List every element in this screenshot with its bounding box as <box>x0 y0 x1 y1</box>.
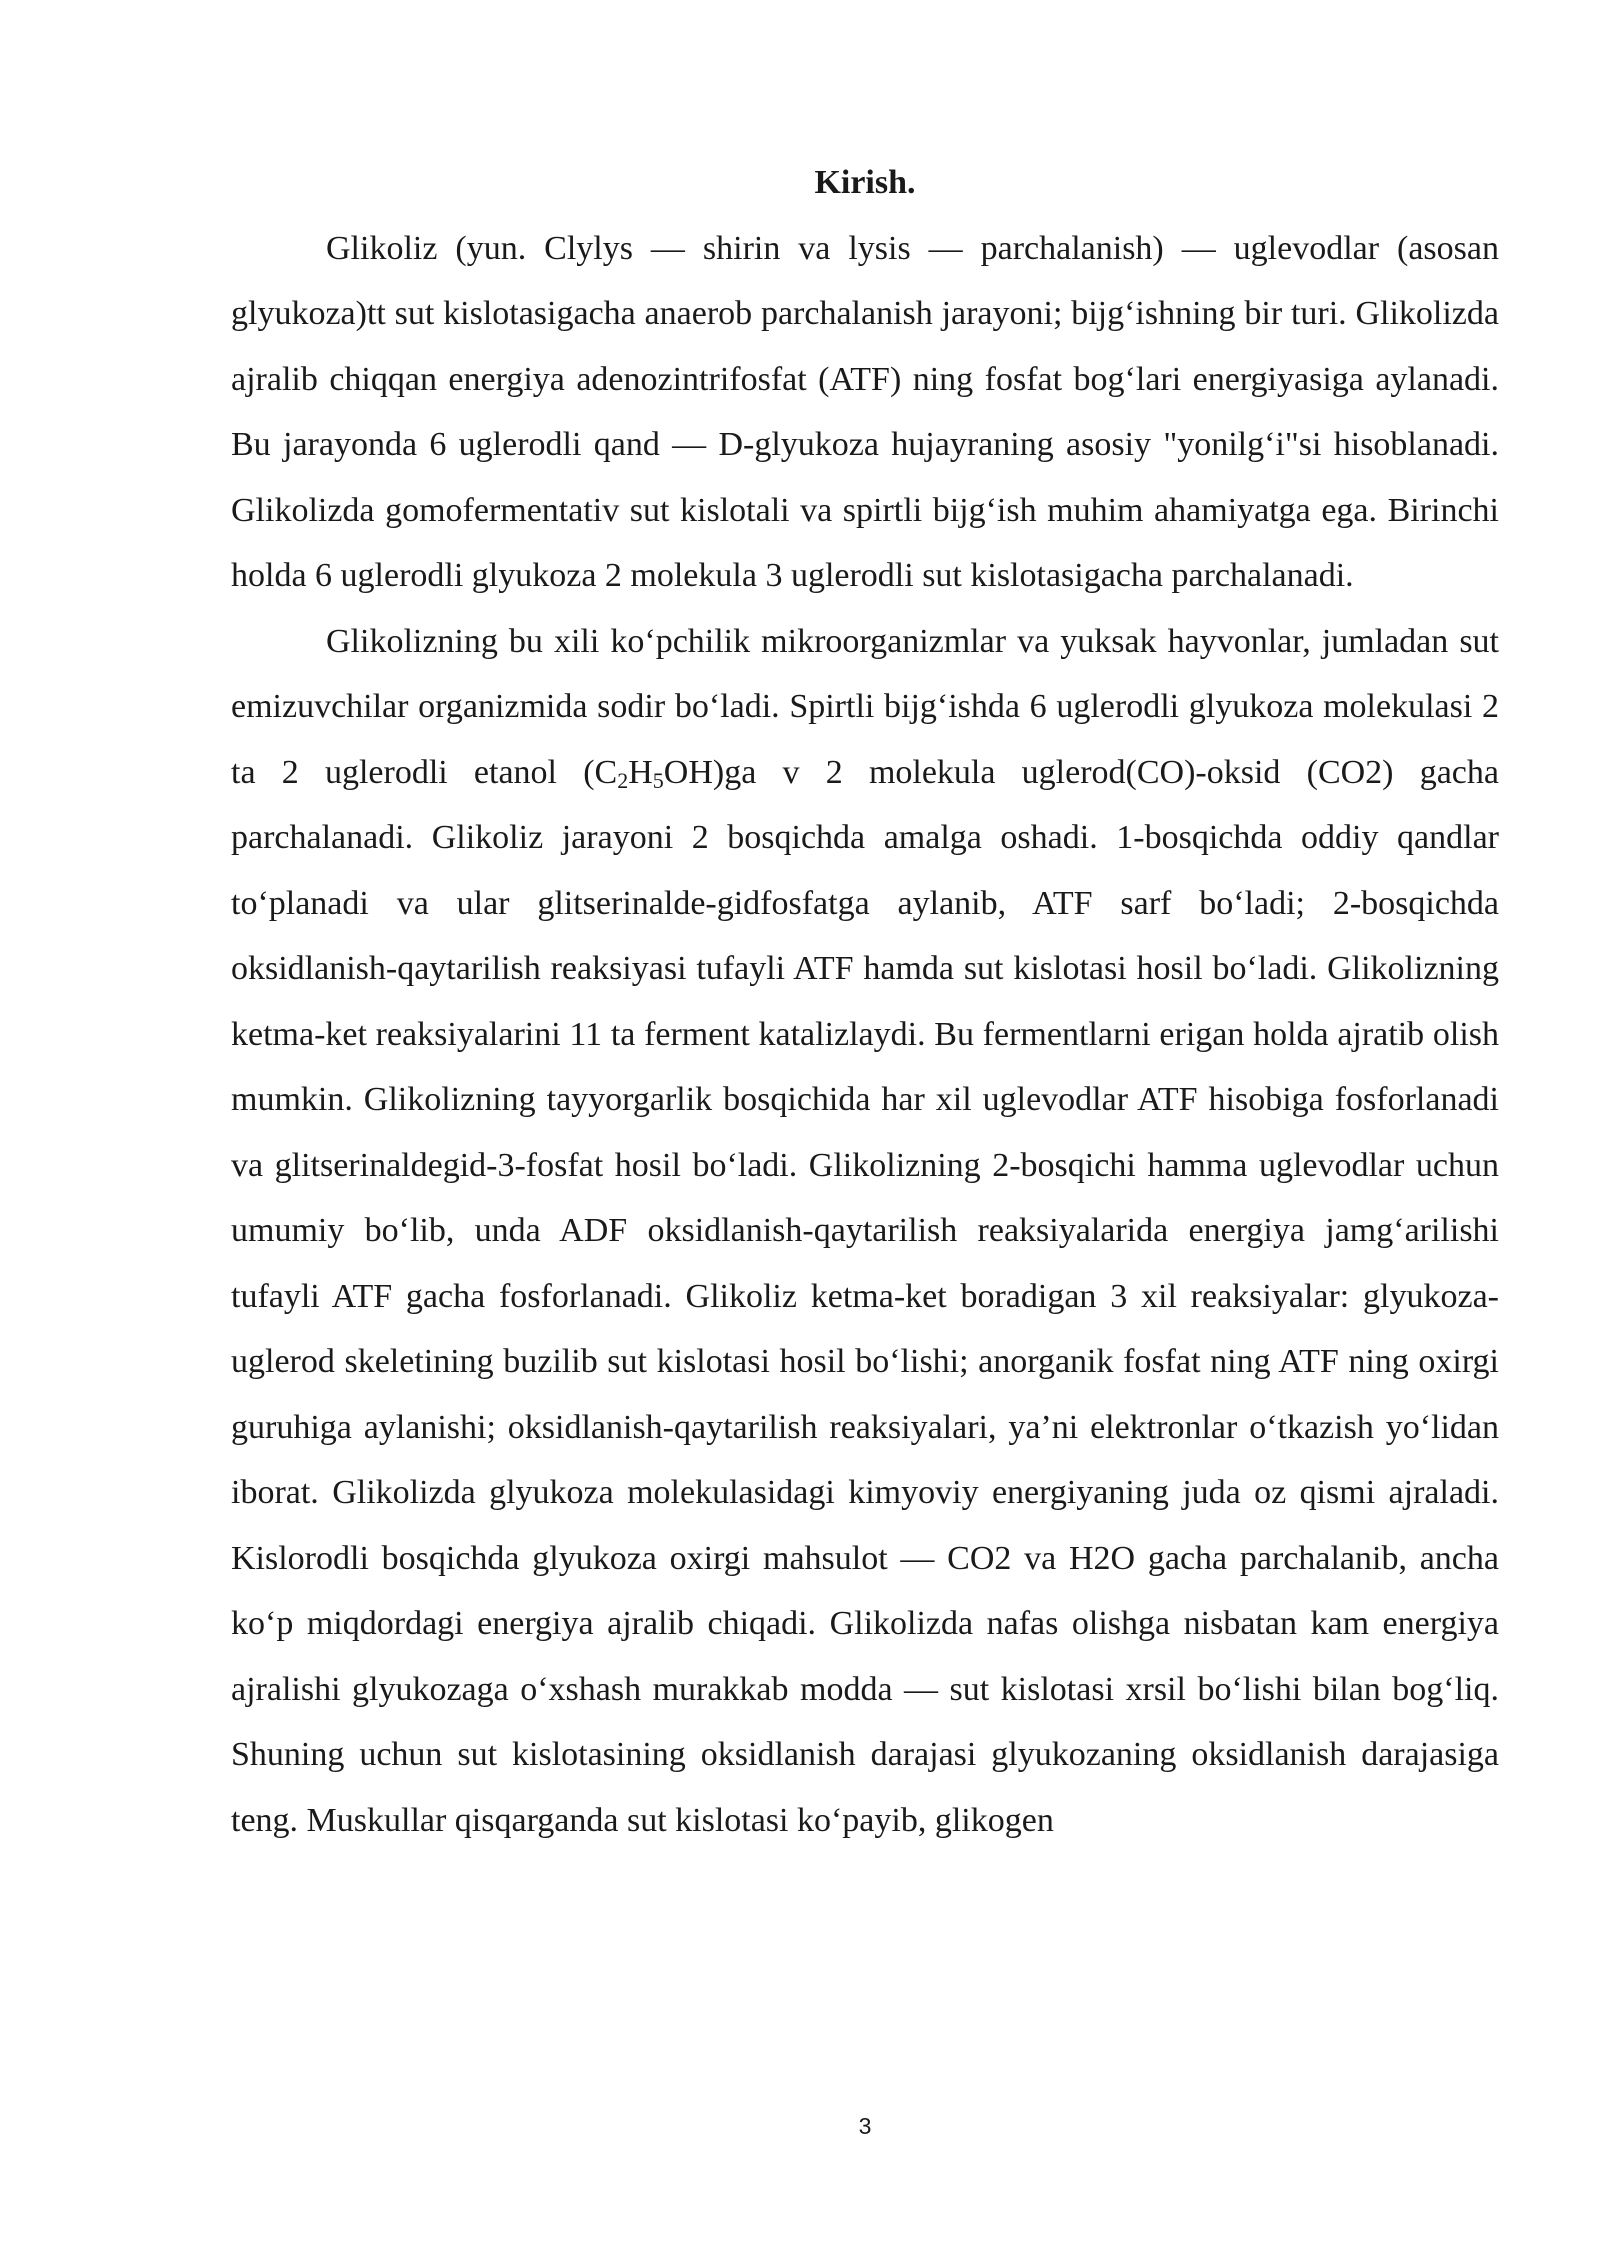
page-number: 3 <box>858 2113 872 2139</box>
formula-subscript-2: 5 <box>652 767 664 793</box>
paragraph-1: Glikoliz (yun. Clylys — shirin va lysis — parchalanish) — uglevodlar (asosan glyukoza)tt sut kislotasigacha anaerob parchalanish jarayoni; bijg‘ishning bir turi. Glikolizda ajralib chiqqan energiya adenozintrifosfat (ATF) ning fosfat bog‘lari energiyasiga aylanadi. Bu jarayonda 6 uglerodli qand — D-glyukoza hujayraning asosiy "yonilg‘i"si hisoblanadi. Glikolizda gomofermentativ sut kislotali va spirtli bijg‘ish muhim ahamiyatga ega. Birinchi holda 6 uglerodli glyukoza 2 molekula 3 uglerodli sut kislotasigacha parchalanadi. <box>231 229 1499 594</box>
document-body <box>231 150 1499 1853</box>
formula-h: H <box>628 753 653 791</box>
paragraph-2-rest: OH)ga v 2 molekula uglerod(CO)-oksid (CO2) gacha parchalanadi. Glikoliz jarayoni 2 bosqichda amalga oshadi. 1-bosqichda oddiy qandlar to‘planadi va ular glitserinalde-gidfosfatga aylanib, ATF sarf bo‘ladi; 2-bosqichda oksidlanish-qaytarilish reaksiyasi tufayli ATF hamda sut kislotasi hosil bo‘ladi. Glikolizning ketma-ket reaksiyalarini 11 ta ferment katalizlaydi. Bu fermentlarni erigan holda ajratib olish mumkin. Glikolizning tayyorgarlik bosqichida har xil uglevodlar ATF hisobiga fosforlanadi va glitserinaldegid-3-fosfat hosil bo‘ladi. Glikolizning 2-bosqichi hamma uglevodlar uchun umumiy bo‘lib, unda ADF oksidlanish-qaytarilish reaksiyalarida energiya jamg‘arilishi tufayli ATF gacha fosforlanadi. Glikoliz ketma-ket boradigan 3 xil reaksiyalar: glyukoza-uglerod skeletining buzilib sut kislotasi hosil bo‘lishi; anorganik fosfat ning ATF ning oxirgi guruhiga aylanishi; oksidlanish-qaytarilish reaksiyalari, ya’ni elektronlar o‘tkazish yo‘lidan iborat. Glikolizda glyukoza molekulasidagi kimyoviy energiyaning juda oz qismi ajraladi. Kislorodli bosqichda glyukoza oxirgi mahsulot — CO2 va H2O gacha parchalanib, ancha ko‘p miqdordagi energiya ajralib chiqadi. Glikolizda nafas olishga nisbatan kam energiya ajralishi glyukozaga o‘xshash murakkab modda — sut kislotasi xrsil bo‘lishi bilan bog‘liq. Shuning uchun sut kislotasining oksidlanish darajasi glyukozaning oksidlanish darajasiga teng. Muskullar qisqarganda sut kislotasi ko‘payib, glikogen <box>231 753 1499 1839</box>
section-title: Kirish. <box>814 164 916 201</box>
formula-subscript-1: 2 <box>617 767 629 793</box>
paragraph-2-start: Glikolizning bu xili ko‘pchilik mikroorganizmlar va yuksak hayvonlar, jumladan sut emizuvchilar organizmida sodir bo‘ladi. Spirtli bijg‘ishda 6 uglerodli glyukoza molekulasi 2 ta 2 uglerodli etanol (C <box>231 622 1499 791</box>
paragraph-2 <box>231 609 1499 1854</box>
